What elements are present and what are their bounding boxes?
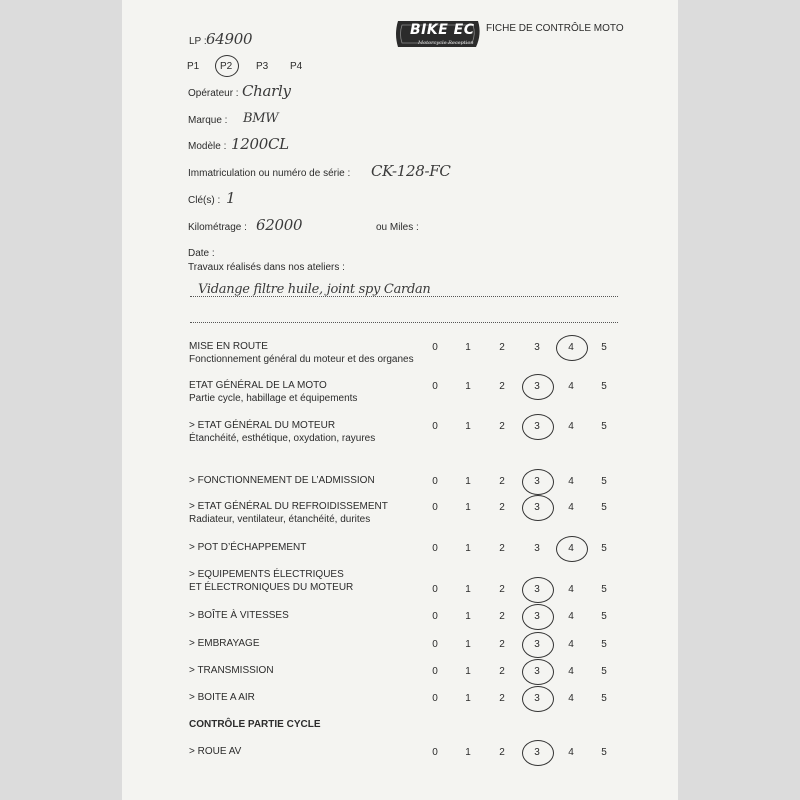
score-option-5: 5 xyxy=(601,611,607,622)
score-option-3: 3 xyxy=(534,342,540,353)
score-option-2: 2 xyxy=(499,611,505,622)
model-value: 1200CL xyxy=(231,135,289,153)
selected-score-circle xyxy=(522,495,554,521)
score-option-2: 2 xyxy=(499,421,505,432)
position-p2: P2 xyxy=(220,61,233,72)
score-option-3: 3 xyxy=(534,693,540,704)
score-option-2: 2 xyxy=(499,543,505,554)
score-option-3: 3 xyxy=(534,381,540,392)
operator-label: Opérateur : xyxy=(188,88,239,99)
registration-value: CK-128-FC xyxy=(371,162,451,180)
selected-score-circle xyxy=(522,469,554,495)
score-option-5: 5 xyxy=(601,747,607,758)
score-option-1: 1 xyxy=(465,693,471,704)
checklist-row-label: > EQUIPEMENTS ÉLECTRIQUES xyxy=(189,569,344,580)
score-option-0: 0 xyxy=(432,342,438,353)
score-option-3: 3 xyxy=(534,611,540,622)
checklist-row-label: > ETAT GÉNÉRAL DU REFROIDISSEMENT xyxy=(189,501,388,512)
position-p2-circle xyxy=(215,55,239,77)
works-line-1 xyxy=(190,296,618,297)
score-option-2: 2 xyxy=(499,584,505,595)
score-option-4: 4 xyxy=(568,381,574,392)
checklist-row-label: CONTRÔLE PARTIE CYCLE xyxy=(189,719,321,730)
score-option-0: 0 xyxy=(432,639,438,650)
checklist-row-label: > ROUE AV xyxy=(189,746,242,757)
checklist-row-label: > BOITE A AIR xyxy=(189,692,255,703)
score-option-2: 2 xyxy=(499,342,505,353)
selected-score-circle xyxy=(556,335,588,361)
score-option-2: 2 xyxy=(499,476,505,487)
score-option-3: 3 xyxy=(534,584,540,595)
score-option-2: 2 xyxy=(499,381,505,392)
checklist-row-sublabel: Radiateur, ventilateur, étanchéité, durites xyxy=(189,514,371,525)
mileage-value: 62000 xyxy=(256,216,303,234)
model-label: Modèle : xyxy=(188,141,227,152)
logo-text: BIKE EC xyxy=(410,22,475,38)
selected-score-circle xyxy=(522,374,554,400)
score-option-5: 5 xyxy=(601,476,607,487)
score-option-3: 3 xyxy=(534,747,540,758)
score-option-4: 4 xyxy=(568,747,574,758)
score-option-1: 1 xyxy=(465,381,471,392)
score-option-2: 2 xyxy=(499,666,505,677)
score-option-2: 2 xyxy=(499,693,505,704)
score-option-1: 1 xyxy=(465,639,471,650)
lp-value: 64900 xyxy=(206,30,253,48)
score-option-0: 0 xyxy=(432,502,438,513)
checklist-row-label: > ETAT GÉNÉRAL DU MOTEUR xyxy=(189,420,336,431)
score-option-1: 1 xyxy=(465,342,471,353)
checklist-row-label: ETAT GÉNÉRAL DE LA MOTO xyxy=(189,380,327,391)
score-option-4: 4 xyxy=(568,342,574,353)
logo-subtitle: Motorcycle Reception xyxy=(418,40,474,46)
checklist-row-label: MISE EN ROUTE xyxy=(189,341,268,352)
score-option-5: 5 xyxy=(601,693,607,704)
score-option-5: 5 xyxy=(601,381,607,392)
score-option-3: 3 xyxy=(534,476,540,487)
position-p4: P4 xyxy=(290,61,303,72)
score-option-1: 1 xyxy=(465,747,471,758)
score-option-1: 1 xyxy=(465,666,471,677)
works-label: Travaux réalisés dans nos ateliers : xyxy=(188,262,345,273)
score-option-1: 1 xyxy=(465,584,471,595)
score-option-3: 3 xyxy=(534,639,540,650)
score-option-4: 4 xyxy=(568,611,574,622)
selected-score-circle xyxy=(522,686,554,712)
brand-label: Marque : xyxy=(188,115,228,126)
works-value: Vidange filtre huile, joint spy Cardan xyxy=(198,282,431,297)
score-option-5: 5 xyxy=(601,342,607,353)
score-option-5: 5 xyxy=(601,543,607,554)
brand-logo xyxy=(392,17,482,51)
score-option-0: 0 xyxy=(432,543,438,554)
score-option-1: 1 xyxy=(465,543,471,554)
date-label: Date : xyxy=(188,248,215,259)
keys-value: 1 xyxy=(226,189,236,207)
score-option-1: 1 xyxy=(465,476,471,487)
score-option-2: 2 xyxy=(499,502,505,513)
lp-label: LP : xyxy=(189,36,207,47)
score-option-2: 2 xyxy=(499,639,505,650)
score-option-2: 2 xyxy=(499,747,505,758)
checklist-row-sublabel: Étanchéité, esthétique, oxydation, rayures xyxy=(189,433,376,444)
selected-score-circle xyxy=(522,604,554,630)
score-option-4: 4 xyxy=(568,502,574,513)
checklist-row-label: > BOÎTE À VITESSES xyxy=(189,610,289,621)
score-option-0: 0 xyxy=(432,666,438,677)
score-option-5: 5 xyxy=(601,502,607,513)
operator-value: Charly xyxy=(242,82,291,100)
score-option-0: 0 xyxy=(432,747,438,758)
score-option-0: 0 xyxy=(432,421,438,432)
score-option-1: 1 xyxy=(465,421,471,432)
checklist-row-label: > POT D’ÉCHAPPEMENT xyxy=(189,542,307,553)
works-line-2 xyxy=(190,322,618,323)
position-p1: P1 xyxy=(187,61,200,72)
score-option-1: 1 xyxy=(465,611,471,622)
position-p3: P3 xyxy=(256,61,269,72)
score-option-4: 4 xyxy=(568,543,574,554)
selected-score-circle xyxy=(522,632,554,658)
score-option-5: 5 xyxy=(601,584,607,595)
score-option-4: 4 xyxy=(568,639,574,650)
score-option-0: 0 xyxy=(432,381,438,392)
selected-score-circle xyxy=(522,414,554,440)
checklist-row-label: > EMBRAYAGE xyxy=(189,638,260,649)
brand-value: BMW xyxy=(243,111,279,126)
score-option-4: 4 xyxy=(568,421,574,432)
checklist-row-sublabel: Fonctionnement général du moteur et des organes xyxy=(189,354,414,365)
selected-score-circle xyxy=(522,659,554,685)
form-title: FICHE DE CONTRÔLE MOTO xyxy=(486,23,624,34)
score-option-4: 4 xyxy=(568,584,574,595)
score-option-4: 4 xyxy=(568,476,574,487)
mileage-label: Kilométrage : xyxy=(188,222,247,233)
selected-score-circle xyxy=(556,536,588,562)
score-option-5: 5 xyxy=(601,639,607,650)
score-option-0: 0 xyxy=(432,584,438,595)
keys-label: Clé(s) : xyxy=(188,195,221,206)
registration-label: Immatriculation ou numéro de série : xyxy=(188,168,351,179)
score-option-0: 0 xyxy=(432,693,438,704)
score-option-4: 4 xyxy=(568,666,574,677)
score-option-3: 3 xyxy=(534,502,540,513)
selected-score-circle xyxy=(522,577,554,603)
score-option-5: 5 xyxy=(601,421,607,432)
selected-score-circle xyxy=(522,740,554,766)
score-option-3: 3 xyxy=(534,543,540,554)
checklist-row-label: > FONCTIONNEMENT DE L’ADMISSION xyxy=(189,475,375,486)
checklist-row-sublabel: ET ÉLECTRONIQUES DU MOTEUR xyxy=(189,582,354,593)
checklist-row-sublabel: Partie cycle, habillage et équipements xyxy=(189,393,358,404)
miles-label: ou Miles : xyxy=(376,222,419,233)
score-option-0: 0 xyxy=(432,476,438,487)
score-option-3: 3 xyxy=(534,666,540,677)
score-option-3: 3 xyxy=(534,421,540,432)
score-option-1: 1 xyxy=(465,502,471,513)
score-option-5: 5 xyxy=(601,666,607,677)
checklist-row-label: > TRANSMISSION xyxy=(189,665,274,676)
score-option-4: 4 xyxy=(568,693,574,704)
score-option-0: 0 xyxy=(432,611,438,622)
